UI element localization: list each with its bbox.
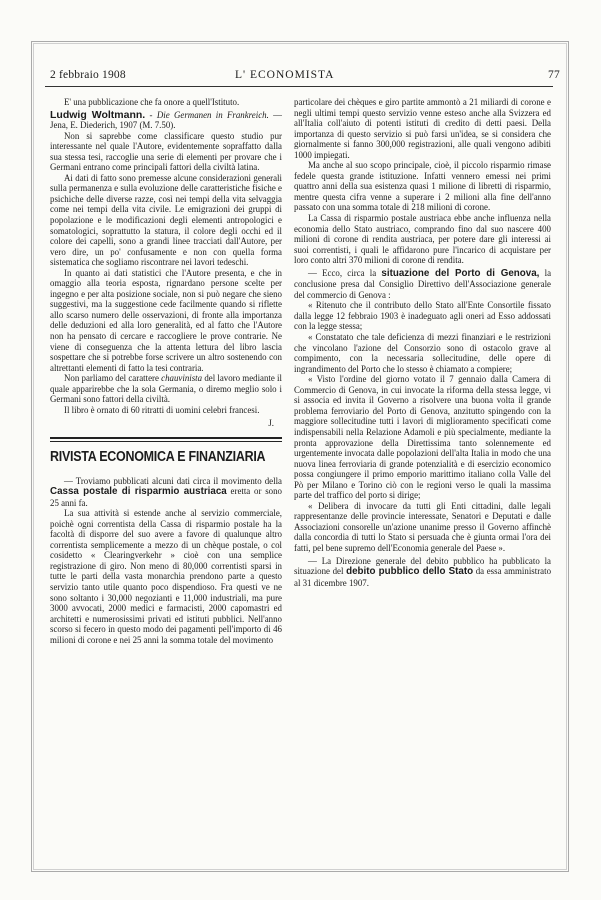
review-book-title: Die Germanen in Frankreich. [156, 109, 269, 120]
book-review-heading: Ludwig Woltmann. - Die Germanen in Frankreich. — Jena, E. Diederich, 1907 (M. 7.50). [50, 108, 282, 131]
continued-paragraph: particolare dei chèques e giro partite ammontò a 21 miliardi di corone e negli ultimi tempi questo servizio venne esteso anche alla Svizzera ed all'Italia coll'aiuto di potenti istituti di credito di detti paesi. Della importanza di questo servizio si può farsi un'idea, se si considera che giornalmente si fanno 300,000 registrazioni, alle quali vengono adibiti 1000 impiegati. [294, 97, 551, 160]
section-title: RIVISTA ECONOMICA E FINANZIARIA [50, 448, 266, 465]
section-paragraph: La sua attività si estende anche al servizio commerciale, poichè ogni correntista della Cassa di risparmio postale ha la facoltà di disporre del suo avere a favore di qualunque altro correntista semplicemente a mezzo di un chèque postale, o col cosidetto « Clearingverkehr » cioè con una semplice registrazione di giro. Non meno di 80,000 correntisti sparsi in tutte le parti della vasta monarchia prendono parte a questo servizio tanto utile quanto poco dispendioso. Fra questi ve ne sono soltanto i 30,000 negozianti e 11,000 industriali, ma pure 3000 avvocati, 2000 medici e farmacisti, 2000 capomastri ed architetti e numerosissimi privati ed istituti pubblici. Nell'anno scorso si fecero in questo modo dei pagamenti pell'importo di 46 milioni di corone e nei 25 anni la somma totale del movimento [50, 508, 282, 645]
review-text: del lavoro mediante il quale apparirebbe che la sola Germania, o diremo meglio solo i Germani sono fattori della civiltà. [50, 373, 282, 405]
left-column [50, 97, 282, 848]
quote-paragraph: « Constatato che tale deficienza di mezzi finanziari e le restrizioni che vincolano l'azione del Consorzio sono di ostacolo grave al compimento, con la necessaria sollecitudine, delle opere di ingrandimento del Porto che lo stesso è chiamato a compiere; [294, 332, 551, 374]
review-italic-term: chauvinista [161, 373, 203, 384]
section-paragraph [50, 476, 282, 509]
review-text: Non parliamo del carattere [64, 373, 159, 384]
section-text: eretta or sono 25 anni fa. [50, 486, 282, 508]
review-paragraph: Ai dati di fatto sono premesse alcune considerazioni generali sulla permanenza e sulla evoluzione delle caratteristiche fisiche e psichiche delle diverse razze, così nei tempi della vita selvaggia come nei tempi della vita civile. Le emigrazioni dei gruppi di popolazione e le modificazioni degli elementi antropologici e somatologici, soprattutto la statura, il colore degli occhi ed il colore dei capelli, sono a grandi linee tracciati dall'Autore, per vero dire, un po' confusamente e non con quella forma sistematica che sogliamo riscontrare nei lavori tedeschi. [50, 172, 282, 268]
review-paragraph: Il libro è ornato di 60 ritratti di uomini celebri francesi. [64, 404, 260, 415]
page-number: 77 [548, 69, 560, 81]
article-bold-term: debito pubblico dello Stato [346, 566, 474, 578]
right-column [294, 97, 551, 848]
quote-paragraph: « Ritenuto che il contributo dello Stato all'Ente Consortile fissato dalla legge 12 febbraio 1903 è inadeguato agli oneri ad Esso addossati con la legge stessa; [294, 300, 551, 332]
review-paragraph: Non si saprebbe come classificare questo studio pur interessante nel quale l'Autore, evidentemente sopraffatto dalla sua stessa tesi, raccoglie una serie di elementi per provare che i Germani entrano come principali fattori della civiltà latina. [50, 130, 282, 173]
genova-paragraph [294, 268, 551, 301]
section-bold-term: Cassa postale di risparmio austriaca [50, 486, 227, 498]
quote-paragraph: « Visto l'ordine del giorno votato il 7 gennaio dalla Camera di Commercio di Genova, in cui invocate la riforma della stessa legge, vi si associa ed invita il Governo a risolvere una buona volta il grande problema ferroviario del Porto di Genova, anzitutto spingendo con la maggiore sollecitudine tutti i lavori di miglioramento specificati come indispensabili nella Relazione Adamoli e più specialmente, mediante la pronta approvazione della Direttissima tanto solennemente ed urgentemente invocata dalle popolazioni dell'alta Italia in modo che una nuova linea ferroviaria di grande potenzialità e di esercizio economico possa congiungere il primo emporio marittimo italiano colla Valle del Pò per Milano e Torino ciò con le regioni verso le quali la massima parte del traffico del porto si dirige; [294, 374, 551, 501]
header-rule [45, 86, 553, 87]
review-publisher: — Jena, E. Diederich, 1907 (M. 7.50). [50, 109, 282, 131]
review-author: Ludwig Woltmann. [50, 108, 146, 121]
section-text: — Troviamo pubblicati alcuni dati circa il movimento della [64, 475, 282, 486]
review-paragraph: In quanto ai dati statistici che l'Autore presenta, e che in omaggio alla teoria esposta, rignardano persone scelte per ingegno e per alta posizione sociale, non si può negare che sieno suggestivi, ma la suggestione cede facilmente quando si riflette allo scarso numero delle osservazioni, di fronte alla importanza delle deduzioni ed alla loro generalità, ed al fatto che l'Autore non ha pensato di cercare e raccogliere le prove contrarie. Ne viene di conseguenza che la attenta lettura del libro lascia sospettare che si potrebbe forse scrivere un altro sostenendo con altrettanti elementi di fatto la tesi contraria. [50, 267, 282, 373]
intro-paragraph: E' una pubblicazione che fa onore a quell'Istituto. [64, 97, 240, 107]
article-text: — Ecco, circa la [308, 267, 377, 278]
review-paragraph [50, 373, 282, 405]
running-header-date: 2 febbraio 1908 [50, 69, 126, 81]
article-text: da essa amministrato al 31 dicembre 1907. [294, 566, 551, 588]
article-text: — La Direzione generale del debito pubblico ha pubblicato la situazione del [294, 555, 551, 577]
review-signature: J. [268, 418, 274, 429]
running-header-title: L' ECONOMISTA [235, 69, 335, 81]
section-divider [50, 437, 282, 442]
debt-paragraph [294, 556, 551, 589]
article-paragraph: Ma anche al suo scopo principale, cioè, il piccolo risparmio rimase fedele questa grande istituzione. Infatti vennero emessi nei primi quattro anni della sua esistenza quasi 1 milione di libretti di risparmio, mentre questa cifra venne a superare i 2 milioni alla fine dell'anno passato con una somma totale di 218 milioni di corone. [294, 160, 551, 213]
quote-paragraph: « Delibera di invocare da tutti gli Enti cittadini, dalle legali rappresentanze delle provincie interessate, Senatori e Deputati e dalle Associazioni consorelle un'azione unanime presso il Governo affinchè dalla concordia di tutti lo Stato si persuada che è giunta ormai l'ora dei fatti, pel bene supremo dell'Economia generale del Paese ». [294, 500, 551, 553]
article-bold-term: situazione del Porto di Genova, [381, 267, 540, 279]
article-text: la conclusione presa dal Consiglio Direttivo dell'Associazione generale del commercio di Genova : [294, 267, 551, 300]
article-paragraph: La Cassa di risparmio postale austriaca ebbe anche influenza nella economia dello Stato austriaco, comprando fino dal suo nascere 400 milioni di corone di rendita austriaca, per potere dare gli interessi ai suoi correntisti, i quali le affidarono pure l'incarico di acquistare per loro conto altri 370 milioni di corone di rendita. [294, 213, 551, 266]
